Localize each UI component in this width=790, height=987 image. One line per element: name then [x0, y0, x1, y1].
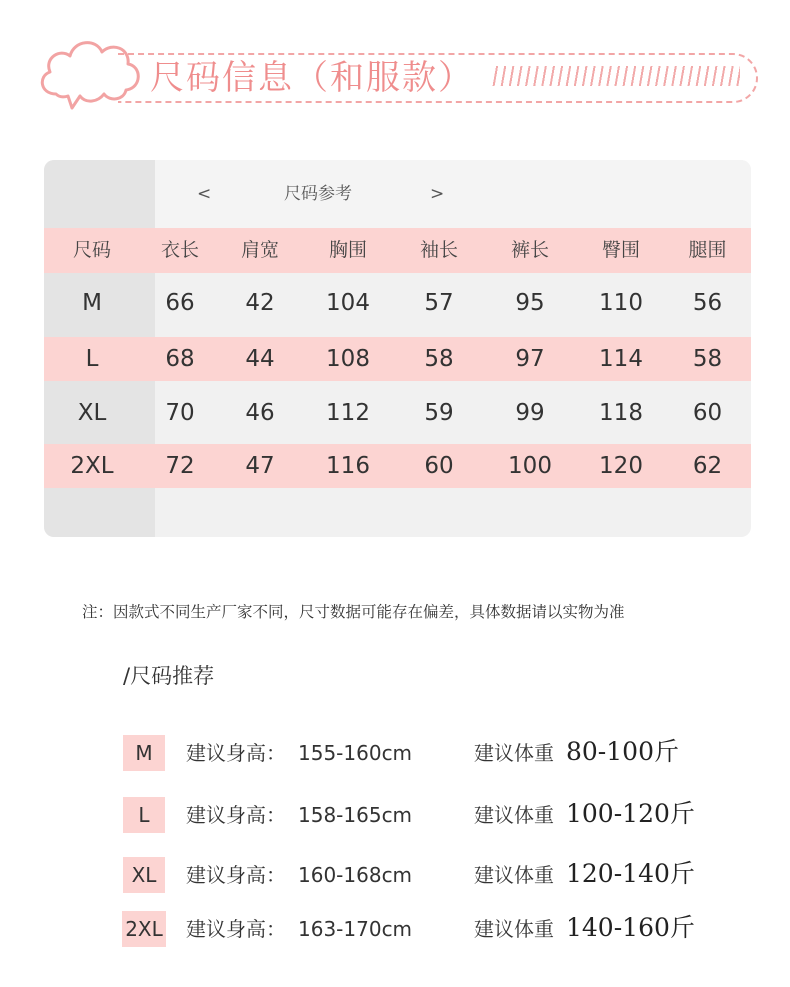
size-badge: L — [123, 797, 165, 833]
table-cell: 56 — [692, 290, 723, 316]
column-header: 肩宽 — [240, 239, 279, 261]
weight-value: 140-160斤 — [566, 913, 695, 942]
table-cell: 116 — [326, 453, 370, 479]
size-cell: XL — [77, 400, 107, 426]
table-cell: 97 — [515, 346, 545, 372]
size-cell: 2XL — [70, 453, 114, 479]
weight-value: 80-100斤 — [566, 737, 679, 766]
height-value: 160-168cm — [298, 863, 413, 887]
table-cell: 112 — [326, 400, 370, 426]
size-table — [44, 160, 751, 537]
table-cell: 59 — [424, 400, 454, 426]
height-label: 建议身高： — [186, 803, 286, 827]
column-header: 袖长 — [419, 239, 458, 261]
height-label: 建议身高： — [186, 741, 286, 765]
table-cell: 100 — [508, 453, 552, 479]
table-cell: 118 — [599, 400, 643, 426]
table-cell: 58 — [692, 346, 723, 372]
column-header: 腿围 — [688, 239, 727, 261]
recommendation-row — [0, 911, 790, 951]
title-decoration — [490, 66, 740, 86]
size-cell: L — [85, 346, 99, 372]
page-title: 尺码信息（和服款） — [150, 58, 474, 98]
disclaimer-note: 注：因款式不同生产厂家不同，尺寸数据可能存在偏差，具体数据请以实物为准 — [82, 603, 625, 621]
table-cell: 68 — [165, 346, 195, 372]
size-badge: XL — [123, 857, 165, 893]
table-row — [44, 273, 751, 333]
weight-value: 100-120斤 — [566, 799, 695, 828]
table-cell: 120 — [599, 453, 643, 479]
table-cell: 60 — [692, 400, 723, 426]
table-cell: 66 — [165, 290, 195, 316]
weight-value: 120-140斤 — [566, 859, 695, 888]
table-header-row — [44, 228, 751, 273]
table-row — [44, 337, 751, 381]
column-header: 臀围 — [601, 239, 640, 261]
reference-label: 尺码参考 — [284, 184, 352, 204]
table-cell: 57 — [424, 290, 454, 316]
table-row — [44, 383, 751, 443]
recommendation-row — [0, 735, 790, 775]
table-cell: 42 — [245, 290, 275, 316]
recommendation-title: /尺码推荐 — [123, 664, 215, 688]
height-value: 163-170cm — [298, 917, 413, 941]
column-header: 胸围 — [328, 239, 367, 261]
weight-label: 建议体重 — [474, 863, 554, 887]
recommendation-row — [0, 857, 790, 897]
next-arrow-icon[interactable]: > — [430, 184, 445, 204]
page-header — [0, 0, 790, 130]
weight-label: 建议体重 — [474, 741, 554, 765]
table-cell: 110 — [599, 290, 643, 316]
table-cell: 95 — [515, 290, 545, 316]
table-row — [44, 444, 751, 488]
table-cell: 44 — [245, 346, 275, 372]
table-cell: 108 — [326, 346, 370, 372]
weight-label: 建议体重 — [474, 803, 554, 827]
reference-bar — [155, 160, 751, 228]
size-cell: M — [82, 290, 102, 316]
column-header: 裤长 — [510, 239, 549, 261]
table-cell: 99 — [515, 400, 545, 426]
table-cell: 60 — [424, 453, 454, 479]
height-value: 158-165cm — [298, 803, 413, 827]
table-cell: 62 — [692, 453, 723, 479]
table-cell: 70 — [165, 400, 195, 426]
height-value: 155-160cm — [298, 741, 413, 765]
column-header: 尺码 — [72, 239, 111, 261]
column-header: 衣长 — [160, 239, 199, 261]
weight-label: 建议体重 — [474, 917, 554, 941]
prev-arrow-icon[interactable]: < — [197, 184, 212, 204]
table-cell: 114 — [599, 346, 643, 372]
table-cell: 46 — [245, 400, 275, 426]
table-cell: 72 — [165, 453, 195, 479]
table-cell: 104 — [326, 290, 370, 316]
table-cell: 58 — [424, 346, 454, 372]
height-label: 建议身高： — [186, 863, 286, 887]
table-cell: 47 — [245, 453, 275, 479]
height-label: 建议身高： — [186, 917, 286, 941]
recommendation-row — [0, 797, 790, 837]
size-badge: M — [123, 735, 165, 771]
size-badge: 2XL — [122, 911, 166, 947]
